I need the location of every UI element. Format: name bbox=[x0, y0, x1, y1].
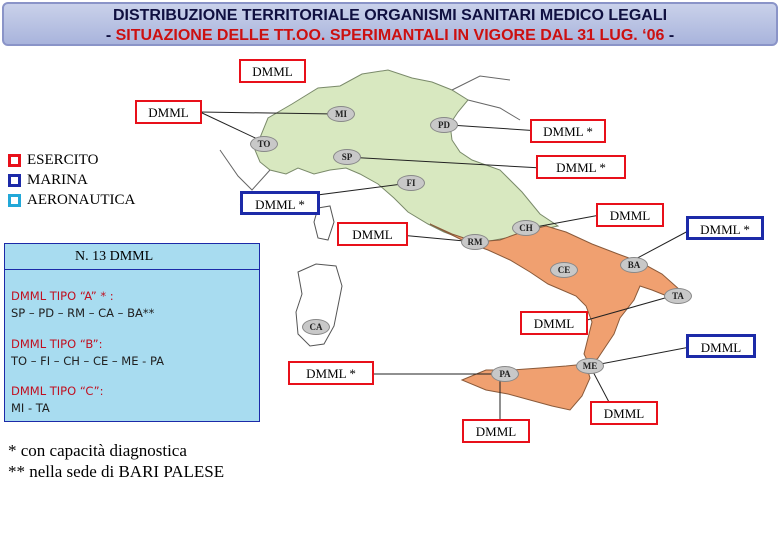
footnote-diagnostic: * con capacità diagnostica bbox=[8, 441, 187, 460]
legend-label: AERONAUTICA bbox=[27, 191, 136, 208]
dmml-box-fi: DMML * bbox=[240, 191, 320, 215]
dmml-box-ta: DMML bbox=[520, 311, 588, 335]
city-ch: CH bbox=[512, 220, 540, 236]
legend-label: MARINA bbox=[27, 171, 88, 188]
legend-swatch-esercito bbox=[8, 154, 21, 167]
legend bbox=[8, 150, 135, 210]
city-pd: PD bbox=[430, 117, 458, 133]
dmml-box-me: DMML bbox=[686, 334, 756, 358]
city-to: TO bbox=[250, 136, 278, 152]
legend-item-marina bbox=[8, 170, 135, 190]
city-ca: CA bbox=[302, 319, 330, 335]
title-line-2-highlight: SITUAZIONE DELLE TT.OO. SPERIMANTALI IN VIGORE DAL 31 LUG. ‘06 bbox=[115, 27, 665, 44]
dmml-box-me-lower: DMML bbox=[590, 401, 658, 425]
dmml-box-ca: DMML * bbox=[288, 361, 374, 385]
map-north-region bbox=[255, 70, 558, 242]
title-line-2-suffix: - bbox=[664, 27, 675, 44]
legend-swatch-aeronautica bbox=[8, 194, 21, 207]
panel-line-type-c-list: MI - TA bbox=[11, 401, 50, 415]
city-ba: BA bbox=[620, 257, 648, 273]
city-me: ME bbox=[576, 358, 604, 374]
city-sp: SP bbox=[333, 149, 361, 165]
city-ce: CE bbox=[550, 262, 578, 278]
panel-line-type-b-label: DMML TIPO “B”: bbox=[11, 337, 103, 351]
panel-body bbox=[4, 270, 260, 422]
legend-label: ESERCITO bbox=[27, 151, 99, 168]
city-ta: TA bbox=[664, 288, 692, 304]
legend-swatch-marina bbox=[8, 174, 21, 187]
panel-line-type-b-list: TO – FI – CH – CE – ME - PA bbox=[11, 354, 165, 368]
panel-line-type-a-list: SP – PD – RM – CA – BA** bbox=[11, 306, 155, 320]
map-sicily bbox=[462, 364, 590, 410]
dmml-box-pd: DMML * bbox=[530, 119, 606, 143]
dmml-box-to: DMML bbox=[135, 100, 202, 124]
panel-line-type-c-label: DMML TIPO “C”: bbox=[11, 384, 104, 398]
title-line-2-prefix: - bbox=[105, 27, 116, 44]
legend-item-esercito bbox=[8, 150, 135, 170]
footnote-bari: ** nella sede di BARI PALESE bbox=[8, 462, 225, 481]
dmml-box-pa: DMML bbox=[462, 419, 530, 443]
city-fi: FI bbox=[397, 175, 425, 191]
connector-pd bbox=[450, 125, 540, 131]
title-line-1: DISTRIBUZIONE TERRITORIALE ORGANISMI SANITARI MEDICO LEGALI bbox=[112, 7, 668, 24]
panel-line-type-a-label: DMML TIPO “A” * : bbox=[11, 289, 114, 303]
legend-item-aeronautica bbox=[8, 190, 135, 210]
city-mi: MI bbox=[327, 106, 355, 122]
panel-heading: N. 13 DMML bbox=[4, 243, 260, 270]
dmml-box-rm: DMML bbox=[337, 222, 408, 246]
dmml-box-ch: DMML bbox=[596, 203, 664, 227]
connector-me bbox=[590, 347, 690, 366]
dmml-box-ba: DMML * bbox=[686, 216, 764, 240]
dmml-box-sp: DMML * bbox=[536, 155, 626, 179]
city-rm: RM bbox=[461, 234, 489, 250]
dmml-box-mi-top: DMML bbox=[239, 59, 306, 83]
city-pa: PA bbox=[491, 366, 519, 382]
